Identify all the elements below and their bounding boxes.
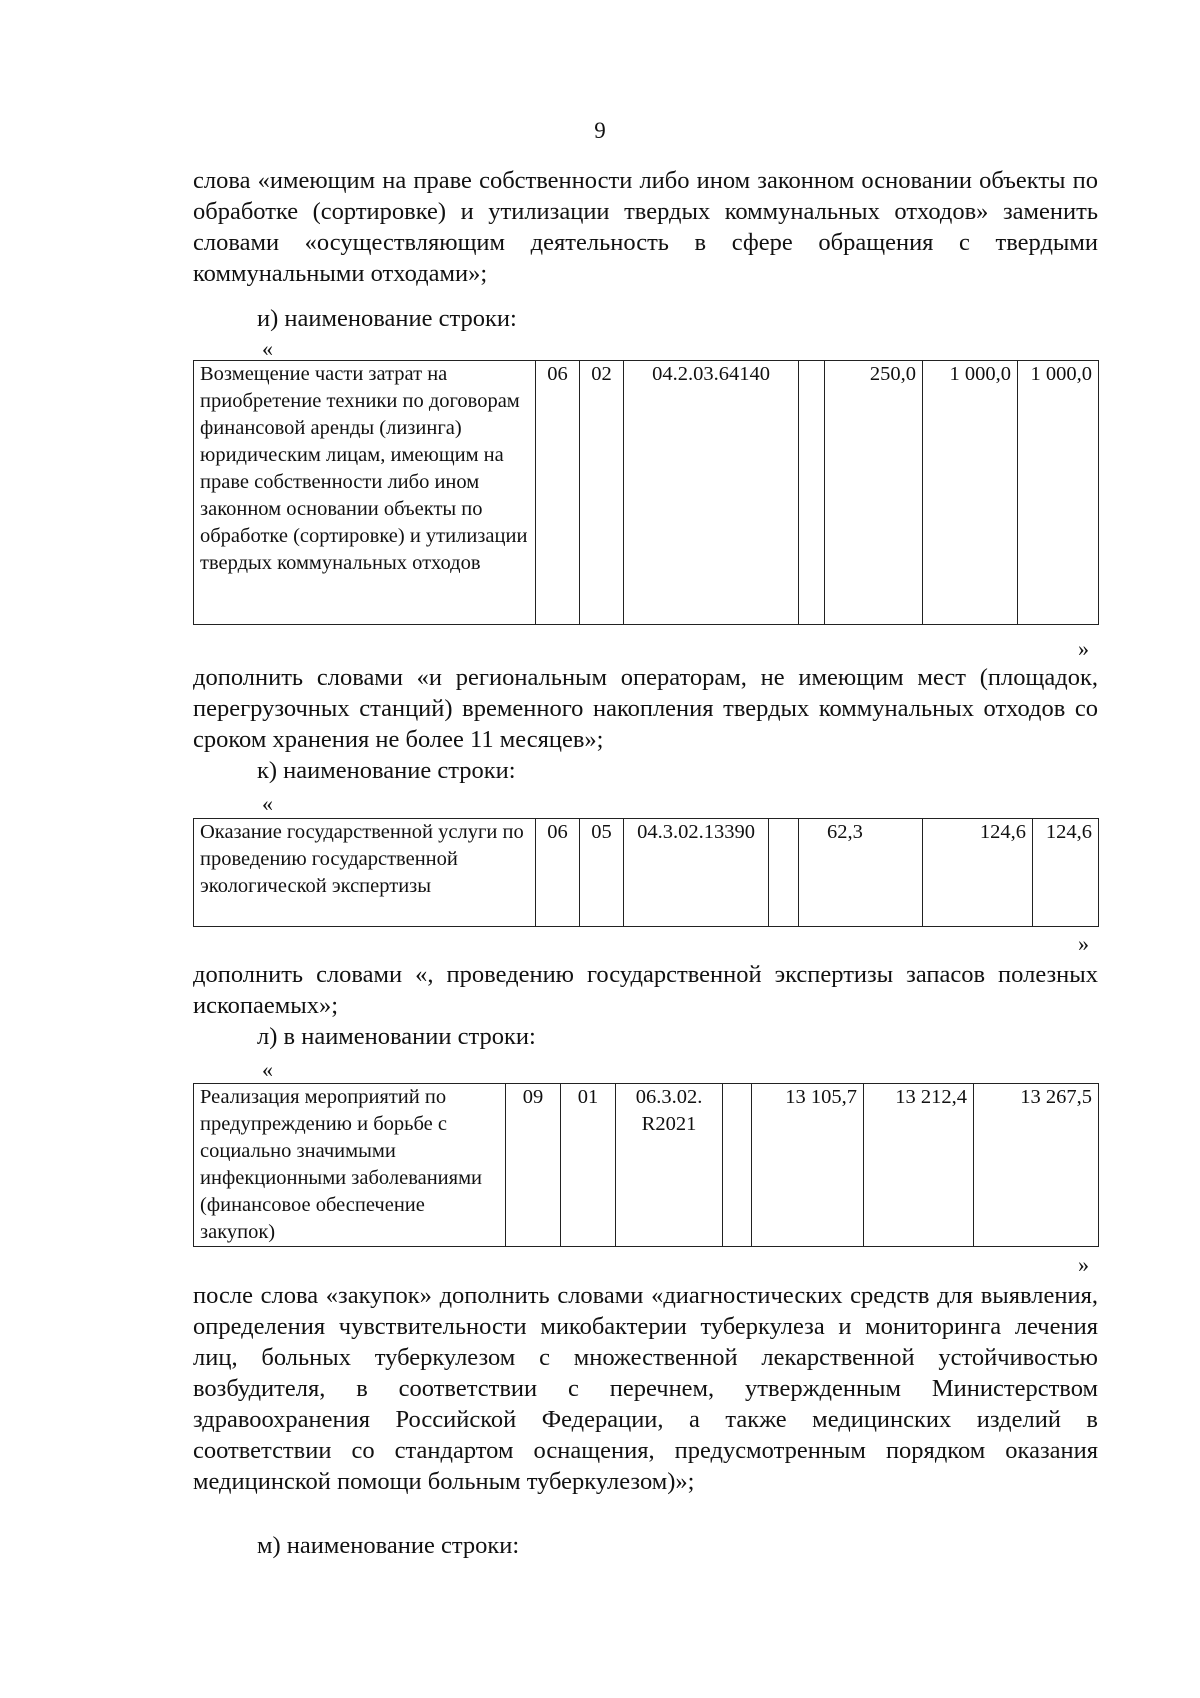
subsection-code: 02 bbox=[580, 361, 624, 625]
item-i-heading: и) наименование строки: bbox=[257, 305, 517, 332]
target-article-code: 04.2.03.64140 bbox=[624, 361, 799, 625]
quote-open-2: « bbox=[262, 791, 273, 816]
item-k-heading: к) наименование строки: bbox=[257, 757, 516, 784]
paragraph-2: дополнить словами «и региональным операторам, не имеющим мест (площадок, перегрузочных станций) временного накопления твердых коммунальных отходов со сроком хранения не более 11 месяцев»; bbox=[193, 664, 1098, 753]
quote-open-3: « bbox=[262, 1057, 273, 1082]
quote-close-3: » bbox=[1078, 1252, 1089, 1277]
target-article-code: 06.3.02. R2021 bbox=[616, 1084, 723, 1247]
table-row bbox=[194, 361, 1099, 625]
amount-year-1: 62,3 bbox=[799, 819, 923, 927]
row-name: Возмещение части затрат на приобретение техники по договорам финансовой аренды (лизинга) юридическим лицам, имеющим на праве собственности либо ином законном основании объекты по обработке (сортировке) и утилизации твердых коммунальных отходов bbox=[194, 361, 536, 625]
amount-year-3: 1 000,0 bbox=[1018, 361, 1099, 625]
section-code: 09 bbox=[506, 1084, 561, 1247]
amount-year-2: 1 000,0 bbox=[923, 361, 1018, 625]
expense-type-code bbox=[799, 361, 825, 625]
amount-year-3: 124,6 bbox=[1033, 819, 1099, 927]
expense-type-code bbox=[723, 1084, 752, 1247]
table-row bbox=[194, 819, 1099, 927]
amount-year-1: 13 105,7 bbox=[752, 1084, 864, 1247]
amount-year-2: 13 212,4 bbox=[864, 1084, 974, 1247]
amount-year-2: 124,6 bbox=[923, 819, 1033, 927]
quote-open-1: « bbox=[262, 336, 273, 361]
budget-row-table-3 bbox=[193, 1083, 1099, 1247]
budget-row-table-1 bbox=[193, 360, 1099, 625]
section-code: 06 bbox=[536, 819, 580, 927]
section-code: 06 bbox=[536, 361, 580, 625]
paragraph-1: слова «имеющим на праве собственности либо ином законном основании объекты по обработке (сортировке) и утилизации твердых коммунальных отходов» заменить словами «осуществляющим деятельность в сфере обращения с твердыми коммунальными отходами»; bbox=[193, 167, 1098, 287]
table-row bbox=[194, 1084, 1099, 1247]
item-m-heading: м) наименование строки: bbox=[257, 1532, 520, 1559]
page-number: 9 bbox=[594, 118, 606, 143]
subsection-code: 01 bbox=[561, 1084, 616, 1247]
target-article-code: 04.3.02.13390 bbox=[624, 819, 769, 927]
amount-year-3: 13 267,5 bbox=[974, 1084, 1099, 1247]
subsection-code: 05 bbox=[580, 819, 624, 927]
paragraph-4: после слова «закупок» дополнить словами «диагностических средств для выявления, определения чувствительности микобактерии туберкулеза и мониторинга лечения лиц, больных туберкулезом с множественной лекарственной устойчивостью возбудителя, в соответствии с перечнем, утвержденным Министерством здравоохранения Российской Федерации, а также медицинских изделий в соответствии со стандартом оснащения, предусмотренным порядком оказания медицинской помощи больным туберкулезом)»; bbox=[193, 1282, 1098, 1495]
row-name: Реализация мероприятий по предупреждению и борьбе с социально значимыми инфекционными заболеваниями (финансовое обеспечение закупок) bbox=[194, 1084, 506, 1247]
row-name: Оказание государственной услуги по проведению государственной экологической экспертизы bbox=[194, 819, 536, 927]
quote-close-1: » bbox=[1078, 636, 1089, 661]
quote-close-2: » bbox=[1078, 931, 1089, 956]
paragraph-3: дополнить словами «, проведению государственной экспертизы запасов полезных ископаемых»; bbox=[193, 961, 1098, 1019]
amount-year-1: 250,0 bbox=[825, 361, 923, 625]
expense-type-code bbox=[769, 819, 799, 927]
item-l-heading: л) в наименовании строки: bbox=[257, 1023, 536, 1050]
budget-row-table-2 bbox=[193, 818, 1099, 927]
